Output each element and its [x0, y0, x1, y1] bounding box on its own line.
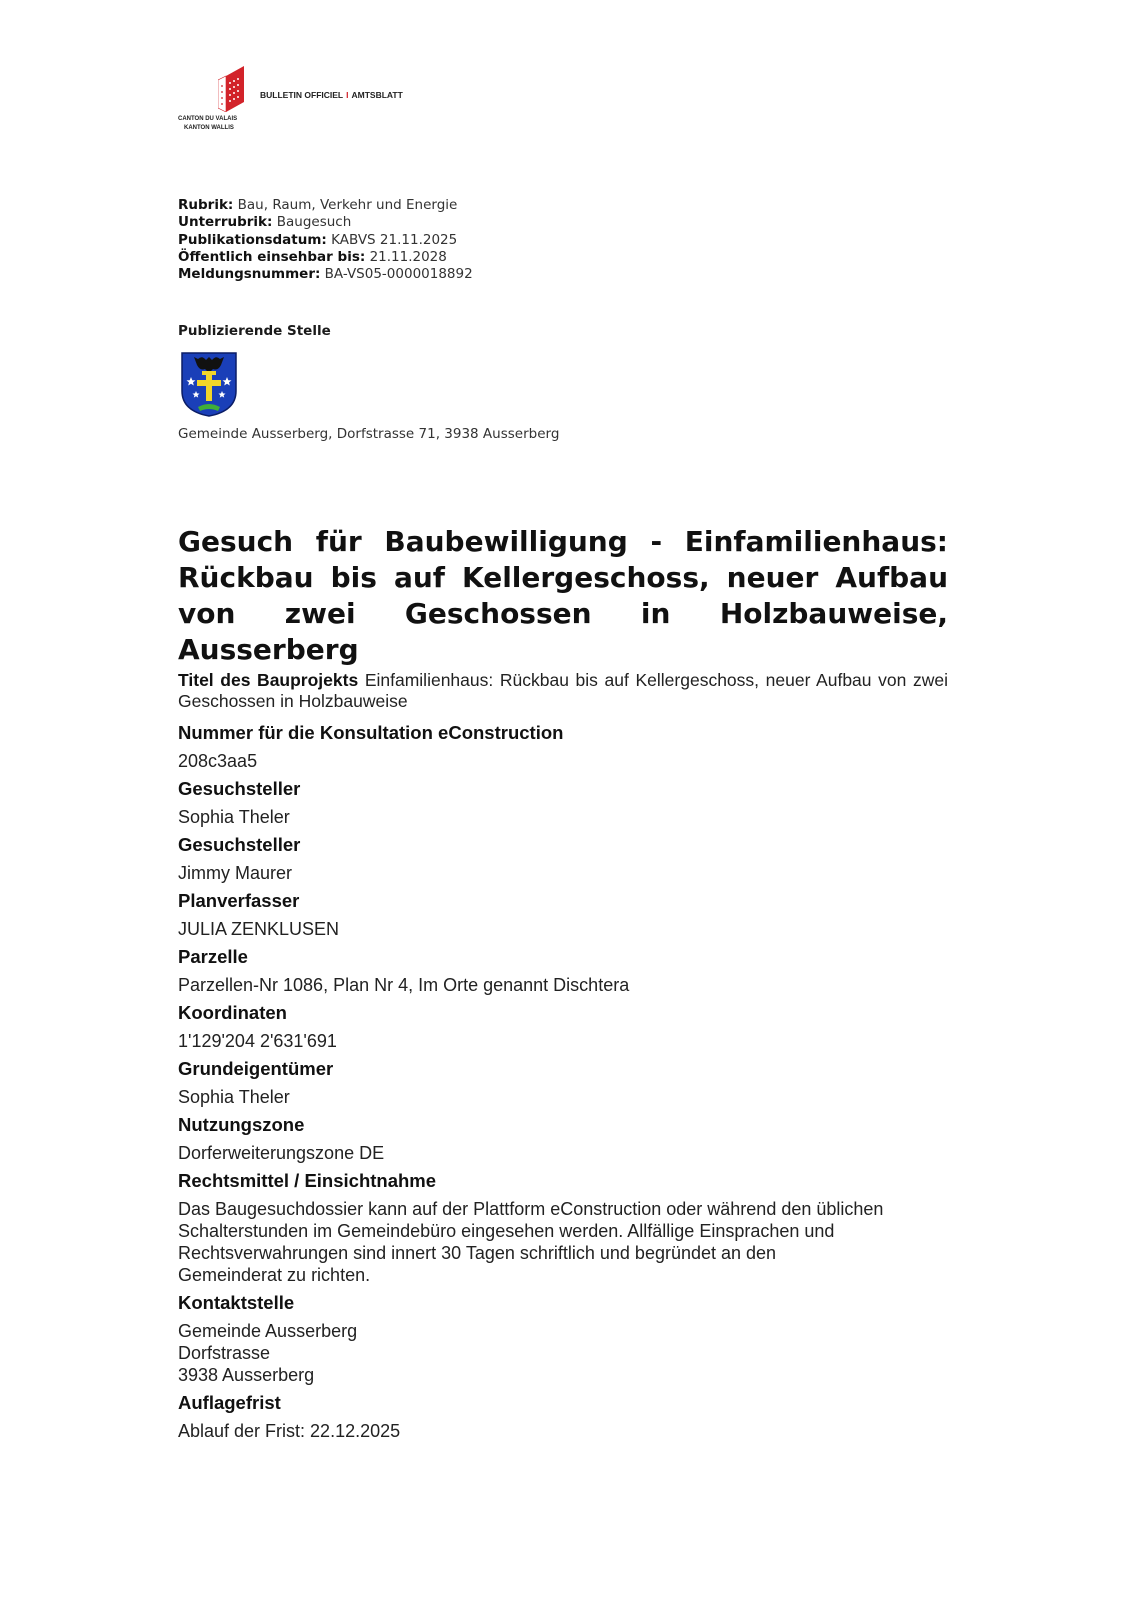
field-coordinates: Koordinaten 1'129'204 2'631'691: [178, 1002, 337, 1051]
publisher-address: Gemeinde Ausserberg, Dorfstrasse 71, 3938 Ausserberg: [178, 426, 560, 442]
bulletin-title-fr: BULLETIN OFFICIEL: [260, 90, 344, 100]
field-econstruction-number: Nummer für die Konsultation eConstruction 208c3aa5: [178, 722, 564, 771]
canton-name-de: KANTON WALLIS: [184, 125, 234, 131]
field-parcel: Parzelle Parzellen-Nr 1086, Plan Nr 4, Im Orte genannt Dischtera: [178, 946, 630, 995]
meta-publikationsdatum: Publikationsdatum: KABVS 21.11.2025: [178, 231, 458, 248]
meta-rubrik: Rubrik: Bau, Raum, Verkehr und Energie: [178, 197, 458, 213]
field-applicant-1: Gesuchsteller Sophia Theler: [178, 778, 301, 827]
project-title: [178, 670, 948, 712]
bulletin-separator: I: [346, 90, 349, 100]
field-zone: Nutzungszone Dorferweiterungszone DE: [178, 1114, 385, 1163]
field-contact: Kontaktstelle Gemeinde Ausserberg Dorfstrasse 3938 Ausserberg: [178, 1292, 358, 1385]
notice-fields: [178, 722, 948, 1442]
project-title-label: Titel des Bauprojekts: [178, 670, 359, 690]
canton-valais-logo-icon: [218, 66, 248, 112]
field-legal-remedies: Rechtsmittel / Einsichtnahme Das Baugesuchdossier kann auf der Plattform eConstruction oder während den üblichen Schalterstunden im Gemeindebüro eingesehen werden. Allfällige Einsprachen und Rechtsverwahrungen sind innert 30 Tagen schriftlich und begründet an den Gemeinderat zu richten.: [178, 1170, 884, 1285]
meta-unterrubrik: Unterrubrik: Baugesuch: [178, 214, 352, 231]
publisher-label: Publizierende Stelle: [178, 323, 331, 339]
bulletin-title-de: AMTSBLATT: [351, 90, 403, 100]
field-deadline: Auflagefrist Ablauf der Frist: 22.12.2025: [178, 1392, 401, 1441]
publication-meta: [178, 197, 473, 283]
field-planner: Planverfasser JULIA ZENKLUSEN: [178, 890, 340, 939]
notice-title: Gesuch für Baubewilligung - Einfamilienhaus: Rückbau bis auf Kellergeschoss, neuer Aufbau von zwei Geschossen in Holzbauweise, Ausserberg: [178, 525, 948, 666]
meta-einsehbar: Öffentlich einsehbar bis: 21.11.2028: [178, 248, 447, 265]
meta-meldungsnummer: Meldungsnummer: BA-VS05-0000018892: [178, 266, 473, 283]
bulletin-title: [260, 90, 403, 100]
canton-name-fr: CANTON DU VALAIS: [178, 116, 238, 122]
bulletin-header: [178, 66, 438, 138]
project-title-value: Einfamilienhaus: Rückbau bis auf Kellergeschoss, neuer Aufbau von zwei Geschossen in Holzbauweise: [178, 670, 948, 711]
coat-of-arms-icon: [180, 351, 238, 417]
field-landowner: Grundeigentümer Sophia Theler: [178, 1058, 334, 1107]
field-applicant-2: Gesuchsteller Jimmy Maurer: [178, 834, 301, 883]
notice-content: [178, 524, 948, 1442]
